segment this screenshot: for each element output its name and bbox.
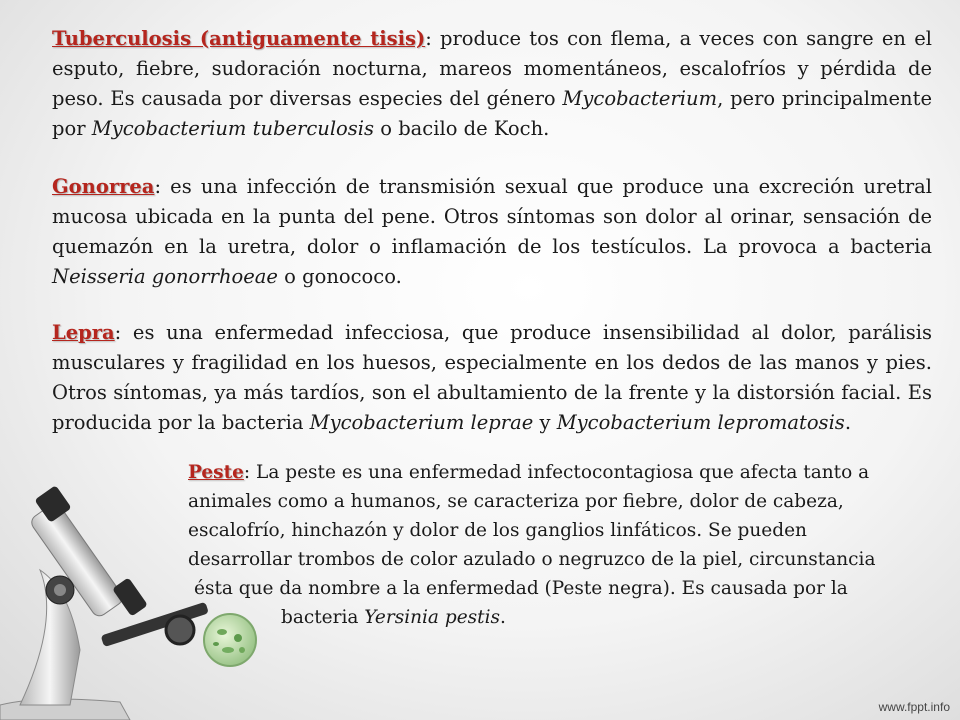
text: : es una infección de transmisión sexual que produce una excreción uretral mucosa ubicada en la punta del pene. Otros síntomas son dolor al orinar, sensación de quemazón en la uretra, dolor o inflamación de los testículos. La provoca a bacteria bbox=[52, 175, 932, 258]
italic-species: Yersinia pestis bbox=[364, 607, 500, 628]
text: : produce tos con flema, a veces con sangre en el esputo, fiebre, sudoración nocturna, mareos momentáneos, escalofríos y pérdida de peso. Es causada por diversas especies del género bbox=[52, 27, 932, 110]
text: bacteria bbox=[281, 607, 365, 628]
paragraph-tuberculosis bbox=[52, 24, 932, 144]
text: : es una enfermedad infecciosa, que produce insensibilidad al dolor, parálisis musculares y fragilidad en los huesos, especialmente en los dedos de las manos y pies. Otros síntomas, ya más tardíos, son el abultamiento de la frente y la distorsión facial. Es producida por la bacteria bbox=[52, 321, 932, 434]
text: , pero principalmente por bbox=[52, 87, 932, 140]
text: . bbox=[499, 607, 506, 628]
italic-species: Mycobacterium lepromatosis bbox=[556, 411, 845, 434]
text: o bacilo de Koch. bbox=[374, 117, 550, 140]
term-lepra: Lepra bbox=[52, 321, 115, 344]
paragraph-lepra bbox=[52, 318, 932, 438]
text: . bbox=[844, 411, 852, 434]
text-line-last bbox=[188, 603, 908, 632]
term-peste: Peste bbox=[188, 462, 244, 483]
text: o gonococo. bbox=[277, 265, 402, 288]
text: : La peste es una enfermedad infectocontagiosa que afecta tanto a bbox=[243, 462, 870, 483]
italic-genus: Mycobacterium bbox=[562, 87, 718, 110]
text: y bbox=[533, 411, 557, 434]
term-tuberculosis: Tuberculosis (antiguamente tisis) bbox=[52, 27, 426, 50]
text-line: desarrollar trombos de color azulado o negruzco de la piel, circunstancia bbox=[188, 549, 876, 570]
italic-species: Mycobacterium leprae bbox=[309, 411, 534, 434]
italic-species: Neisseria gonorrhoeae bbox=[52, 265, 278, 288]
microscope-icon bbox=[0, 470, 260, 720]
text-line: escalofrío, hinchazón y dolor de los ganglios linfáticos. Se pueden bbox=[188, 520, 807, 541]
watermark-fppt: www.fppt.info bbox=[878, 700, 950, 714]
italic-species: Mycobacterium tuberculosis bbox=[91, 117, 375, 140]
paragraph-peste bbox=[188, 458, 908, 632]
text-line: animales como a humanos, se caracteriza por fiebre, dolor de cabeza, bbox=[188, 491, 844, 512]
term-gonorrea: Gonorrea bbox=[52, 175, 155, 198]
paragraph-gonorrea bbox=[52, 172, 932, 292]
text-line: ésta que da nombre a la enfermedad (Peste negra). Es causada por la bbox=[194, 578, 848, 599]
